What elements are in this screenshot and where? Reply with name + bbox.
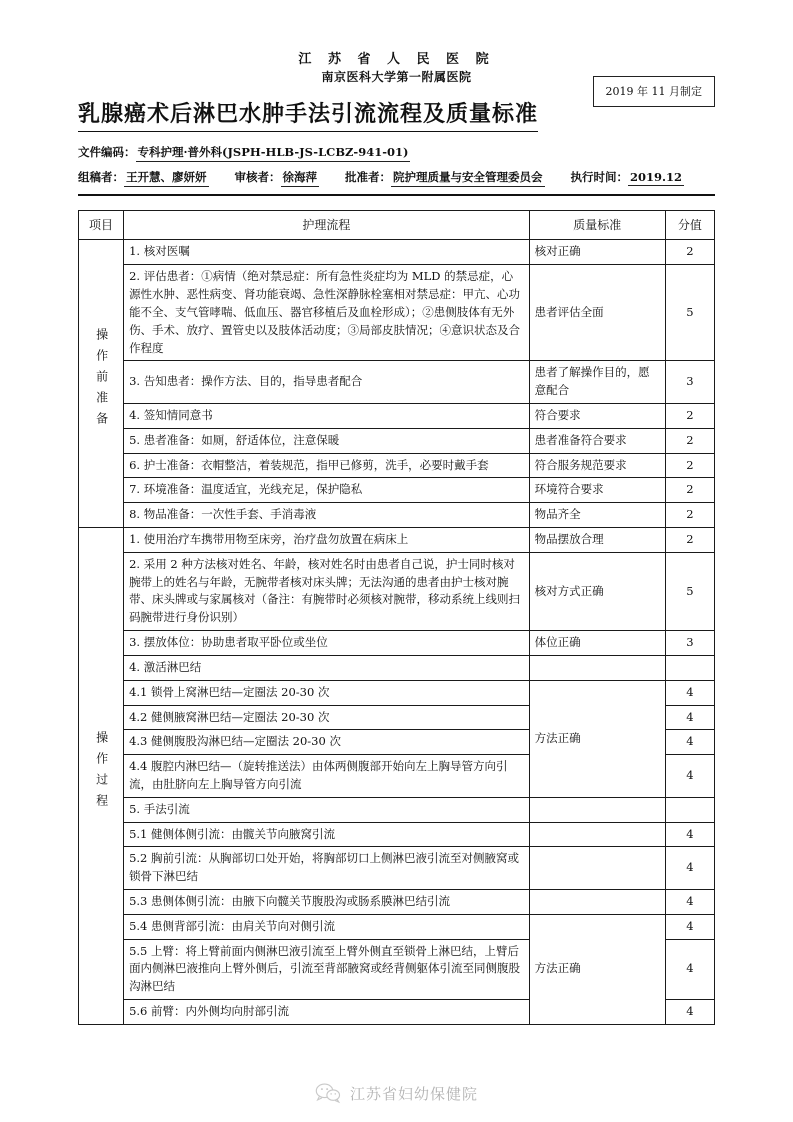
cell-standard: 体位正确 <box>529 631 665 656</box>
cell-standard <box>529 890 665 915</box>
cell-score: 5 <box>665 552 714 630</box>
footer-watermark <box>0 1082 793 1104</box>
cell-standard <box>529 822 665 847</box>
signatories-row <box>78 169 715 187</box>
author-label: 组稿者： <box>78 169 124 184</box>
cell-process: 7. 环境准备：温度适宜，光线充足，保护隐私 <box>124 478 530 503</box>
cell-process: 4. 激活淋巴结 <box>124 655 530 680</box>
cell-score: 4 <box>665 730 714 755</box>
cell-score: 4 <box>665 755 714 798</box>
wechat-logo-icon <box>315 1082 341 1104</box>
cell-process: 4.2 健侧腋窝淋巴结—定圈法 20-30 次 <box>124 705 530 730</box>
section-item-label <box>79 240 124 528</box>
cell-process: 3. 告知患者：操作方法、目的，指导患者配合 <box>124 361 530 404</box>
cell-standard: 物品齐全 <box>529 503 665 528</box>
cell-standard: 方法正确 <box>529 914 665 1024</box>
cell-standard: 核对方式正确 <box>529 552 665 630</box>
column-header-standard: 质量标准 <box>529 210 665 240</box>
cell-score: 4 <box>665 705 714 730</box>
cell-score: 4 <box>665 890 714 915</box>
cell-score: 4 <box>665 822 714 847</box>
cell-score: 5 <box>665 265 714 361</box>
cell-score: 2 <box>665 428 714 453</box>
table-row <box>79 890 715 915</box>
cell-standard: 符合服务规范要求 <box>529 453 665 478</box>
cell-score: 3 <box>665 361 714 404</box>
cell-score: 4 <box>665 914 714 939</box>
section-item-label <box>79 528 124 1025</box>
cell-process: 5. 手法引流 <box>124 797 530 822</box>
table-row <box>79 797 715 822</box>
cell-process: 5.5 上臂：将上臂前面内侧淋巴液引流至上臂外侧直至锁骨上淋巴结，上臂后面内侧淋巴液推向上臂外侧后，引流至背部腋窝或经背侧躯体引流至同侧腹股沟淋巴结 <box>124 939 530 999</box>
date-box: 2019 年 11 月制定 <box>593 76 715 107</box>
table-row <box>79 361 715 404</box>
cell-standard: 物品摆放合理 <box>529 528 665 553</box>
nursing-flow-table <box>78 210 715 1025</box>
cell-score: 2 <box>665 503 714 528</box>
table-row <box>79 528 715 553</box>
effective-date-value: 2019.12 <box>630 169 683 184</box>
cell-process: 5.1 健侧体侧引流：由髋关节向腋窝引流 <box>124 822 530 847</box>
table-row <box>79 847 715 890</box>
cell-standard <box>529 655 665 680</box>
cell-process: 4.1 锁骨上窝淋巴结—定圈法 20-30 次 <box>124 680 530 705</box>
cell-process: 5. 患者准备：如厕，舒适体位，注意保暖 <box>124 428 530 453</box>
table-row <box>79 680 715 705</box>
table-header <box>79 210 715 240</box>
cell-score: 4 <box>665 847 714 890</box>
table-header-row <box>79 210 715 240</box>
footer-watermark-text: 江苏省妇幼保健院 <box>349 1084 478 1103</box>
table-row <box>79 403 715 428</box>
doc-code-value: 专科护理·普外科(JSPH-HLB-JS-LCBZ-941-01) <box>136 144 411 162</box>
cell-process: 5.3 患侧体侧引流：由腋下向髋关节腹股沟或肠系膜淋巴结引流 <box>124 890 530 915</box>
column-header-score: 分值 <box>665 210 714 240</box>
cell-score <box>665 797 714 822</box>
cell-process: 3. 摆放体位：协助患者取平卧位或坐位 <box>124 631 530 656</box>
table-row <box>79 240 715 265</box>
table-row <box>79 265 715 361</box>
cell-standard <box>529 797 665 822</box>
cell-standard <box>529 847 665 890</box>
cell-score: 2 <box>665 528 714 553</box>
table-row <box>79 822 715 847</box>
cell-standard: 方法正确 <box>529 680 665 797</box>
cell-process: 6. 护士准备：衣帽整洁，着装规范，指甲已修剪，洗手，必要时戴手套 <box>124 453 530 478</box>
cell-standard: 符合要求 <box>529 403 665 428</box>
section-item-label-text: 操作过程 <box>94 731 109 816</box>
cell-process: 5.4 患侧背部引流：由肩关节向对侧引流 <box>124 914 530 939</box>
cell-standard: 患者了解操作目的，愿意配合 <box>529 361 665 404</box>
cell-process: 1. 核对医嘱 <box>124 240 530 265</box>
hospital-header <box>0 0 793 85</box>
effective-date-label: 执行时间： <box>570 169 628 184</box>
cell-process: 4. 签知情同意书 <box>124 403 530 428</box>
cell-process: 5.6 前臂：内外侧均向肘部引流 <box>124 1000 530 1025</box>
cell-standard: 环境符合要求 <box>529 478 665 503</box>
cell-standard: 核对正确 <box>529 240 665 265</box>
page-title: 乳腺癌术后淋巴水肿手法引流流程及质量标准 <box>78 101 538 132</box>
table-row <box>79 453 715 478</box>
approver-value: 院护理质量与安全管理委员会 <box>391 169 545 187</box>
approver-label: 批准者： <box>345 169 391 184</box>
cell-process: 4.4 腹腔内淋巴结—（旋转推送法）由体两侧腹部开始向左上胸导管方向引流，由肚脐向左上胸导管方向引流 <box>124 755 530 798</box>
doc-code-label: 文件编码： <box>78 144 136 159</box>
cell-process: 2. 采用 2 种方法核对姓名、年龄，核对姓名时由患者自己说，护士同时核对腕带上的姓名与年龄，无腕带者核对床头牌；无法沟通的患者由护士核对腕带、床头牌或与家属核对（备注：有腕带时必须核对腕带，移动系统上线则扫码腕带进行身份识别） <box>124 552 530 630</box>
cell-score <box>665 655 714 680</box>
table-row <box>79 503 715 528</box>
cell-score: 4 <box>665 1000 714 1025</box>
cell-process: 8. 物品准备：一次性手套、手消毒液 <box>124 503 530 528</box>
cell-score: 2 <box>665 240 714 265</box>
cell-standard: 患者准备符合要求 <box>529 428 665 453</box>
document-metadata <box>78 144 715 187</box>
cell-score: 4 <box>665 680 714 705</box>
cell-score: 4 <box>665 939 714 999</box>
reviewer-label: 审核者： <box>234 169 281 184</box>
hospital-name: 江 苏 省 人 民 医 院 <box>298 52 495 67</box>
table-row <box>79 655 715 680</box>
doc-code-row <box>78 144 715 162</box>
reviewer-value: 徐海萍 <box>281 169 320 187</box>
cell-score: 2 <box>665 453 714 478</box>
column-header-process: 护理流程 <box>124 210 530 240</box>
cell-score: 3 <box>665 631 714 656</box>
table-row <box>79 552 715 630</box>
cell-process: 1. 使用治疗车携带用物至床旁，治疗盘勿放置在病床上 <box>124 528 530 553</box>
cell-score: 2 <box>665 478 714 503</box>
cell-process: 2. 评估患者：①病情（绝对禁忌症：所有急性炎症均为 MLD 的禁忌症，心源性水肿、恶性病变、肾功能衰竭、急性深静脉栓塞相对禁忌症：甲亢、心功能不全、支气管哮喘、低血压、器官移植后及血栓形成）；②患侧肢体有无外伤、手术、放疗、置管史以及肢体活动度；③局部皮肤情况；④意识状态及合作程度 <box>124 265 530 361</box>
hospital-subname: 南京医科大学第一附属医院 <box>321 70 472 85</box>
cell-score: 2 <box>665 403 714 428</box>
table-body <box>79 240 715 1024</box>
author-value: 王开慧、廖妍妍 <box>124 169 209 187</box>
cell-standard: 患者评估全面 <box>529 265 665 361</box>
table-row <box>79 914 715 939</box>
table-row <box>79 478 715 503</box>
cell-process: 5.2 胸前引流：从胸部切口处开始，将胸部切口上侧淋巴液引流至对侧腋窝或锁骨下淋巴结 <box>124 847 530 890</box>
table-row <box>79 428 715 453</box>
header-divider <box>78 194 715 196</box>
table-row <box>79 631 715 656</box>
cell-process: 4.3 健侧腹股沟淋巴结—定圈法 20-30 次 <box>124 730 530 755</box>
section-item-label-text: 操作前准备 <box>94 328 109 434</box>
column-header-item: 项目 <box>79 210 124 240</box>
